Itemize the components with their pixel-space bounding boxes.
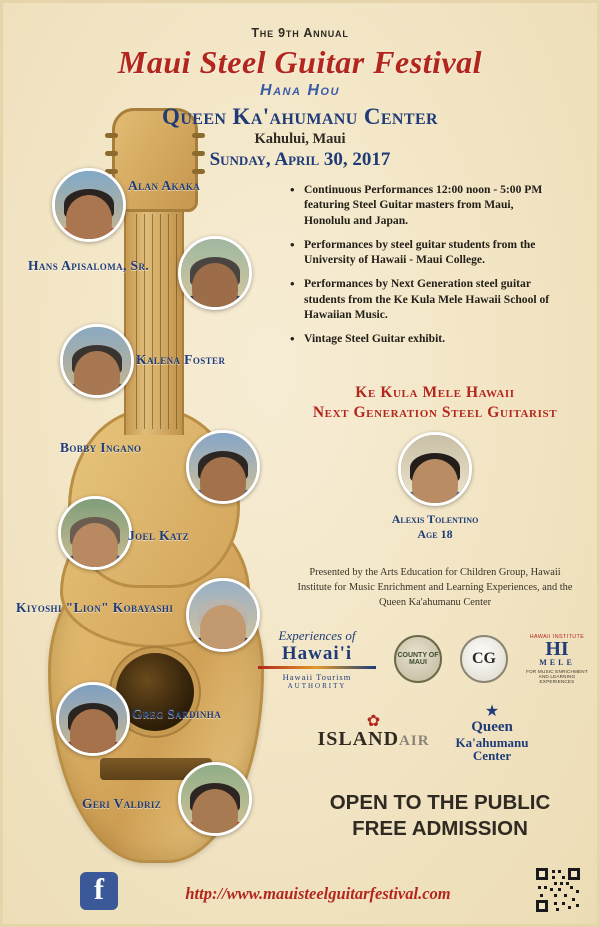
logo-line-2: Hawai'i	[281, 643, 353, 664]
subtitle-hana-hou: Hana Hou	[260, 82, 340, 99]
list-item: • Performances by Next Generation steel guitar students from the Ke Kula Mele Hawaii School of Hawaiian Music.	[290, 276, 560, 322]
facebook-icon[interactable]: f	[80, 872, 118, 910]
qkc-line-3: Center	[472, 748, 512, 764]
presented-by-text: Presented by the Arts Education for Children Group, Hawaii Institute for Music Enrichment and Learning Experiences, and the Queen Ka'ahumanu Center	[297, 567, 573, 609]
logo-line-1: Experiences of	[278, 628, 356, 643]
performer-name: Kiyoshi "Lion" Kobayashi	[16, 600, 174, 615]
island-air-suffix: AIR	[399, 732, 430, 749]
student-name: Alexis Tolentino	[391, 512, 479, 526]
list-item: • Performances by steel guitar students from the University of Hawaii - Maui College.	[290, 237, 560, 268]
qr-code	[536, 868, 580, 912]
qkc-line-2: Ka'ahumanu	[455, 734, 529, 750]
performer-card	[60, 324, 134, 398]
venue-city: Kahului, Maui	[254, 131, 346, 147]
open-to-public-line: OPEN TO THE PUBLIC	[329, 791, 551, 814]
performer-photo	[186, 578, 260, 652]
hawaii-tourism-authority-logo	[258, 628, 376, 690]
event-date: Sunday, April 30, 2017	[209, 149, 391, 170]
student-photo	[398, 432, 472, 506]
performer-photo	[178, 236, 252, 310]
performer-card	[56, 682, 130, 756]
next-generation-section	[290, 384, 580, 542]
performer-name: Geri Valdriz	[82, 796, 162, 811]
children-group-logo: CG	[460, 635, 508, 683]
performer-photo	[52, 168, 126, 242]
performer-name: Kalena Foster	[136, 352, 226, 367]
performer-photo	[186, 430, 260, 504]
performer-card	[58, 496, 132, 570]
student-age: Age 18	[417, 527, 453, 541]
performer-photo	[58, 496, 132, 570]
list-item: • Continuous Performances 12:00 noon - 5:00 PM featuring Steel Guitar masters from Maui, Honolulu and Japan.	[290, 182, 560, 228]
performer-photo	[60, 324, 134, 398]
free-admission-line: FREE ADMISSION	[352, 816, 528, 840]
leaf-icon: ✿	[366, 713, 381, 731]
venue-name: Queen Ka'ahumanu Center	[162, 104, 438, 129]
performer-card	[52, 168, 126, 242]
list-item: • Vintage Steel Guitar exhibit.	[290, 331, 560, 346]
website-url[interactable]: http://www.mauisteelguitarfestival.com	[185, 884, 451, 903]
page-title: Maui Steel Guitar Festival	[117, 44, 483, 80]
performer-name: Bobby Ingano	[60, 440, 142, 455]
island-air-logo	[317, 713, 430, 750]
guitar-neck	[124, 200, 184, 435]
performer-photo	[178, 762, 252, 836]
himele-bottom-text: FOR MUSIC ENRICHMENT AND LEARNING EXPERIENCES	[526, 668, 588, 684]
performer-card	[186, 578, 260, 652]
logo-line-3: Hawaii Tourism	[282, 672, 352, 682]
next-generation-heading-line1: Ke Kula Mele Hawaii	[355, 384, 515, 401]
himele-top-text: HAWAII INSTITUTE	[529, 634, 585, 641]
annual-label: The 9th Annual	[251, 26, 349, 40]
qkc-line-1: Queen	[471, 719, 513, 735]
himele-hi: HI	[545, 638, 569, 661]
sponsor-logos	[258, 628, 588, 763]
performer-card	[178, 762, 252, 836]
pineapple-icon: ★	[484, 703, 500, 720]
island-air-name: ISLAND	[317, 727, 400, 750]
himele-main-text	[526, 640, 588, 667]
performer-name: Greg Sardinha	[132, 706, 222, 721]
logo-accent-bar	[258, 666, 376, 669]
next-generation-heading-line2: Next Generation Steel Guitarist	[312, 404, 558, 421]
county-of-maui-seal-logo: COUNTY OF MAUI	[394, 635, 442, 683]
performer-card	[178, 236, 252, 310]
queen-kaahumanu-center-logo	[456, 704, 529, 763]
performer-card	[186, 430, 260, 504]
performer-name: Alan Akaka	[128, 178, 201, 193]
event-highlights-list	[290, 182, 560, 356]
performer-name: Joel Katz	[128, 528, 190, 543]
performer-name: Hans Apisaloma, Sr.	[28, 258, 150, 273]
himele-mele: MELE	[539, 658, 575, 668]
logo-line-4: AUTHORITY	[287, 682, 347, 690]
hi-mele-logo	[526, 634, 588, 684]
performer-photo	[56, 682, 130, 756]
admission-notice	[300, 790, 580, 841]
